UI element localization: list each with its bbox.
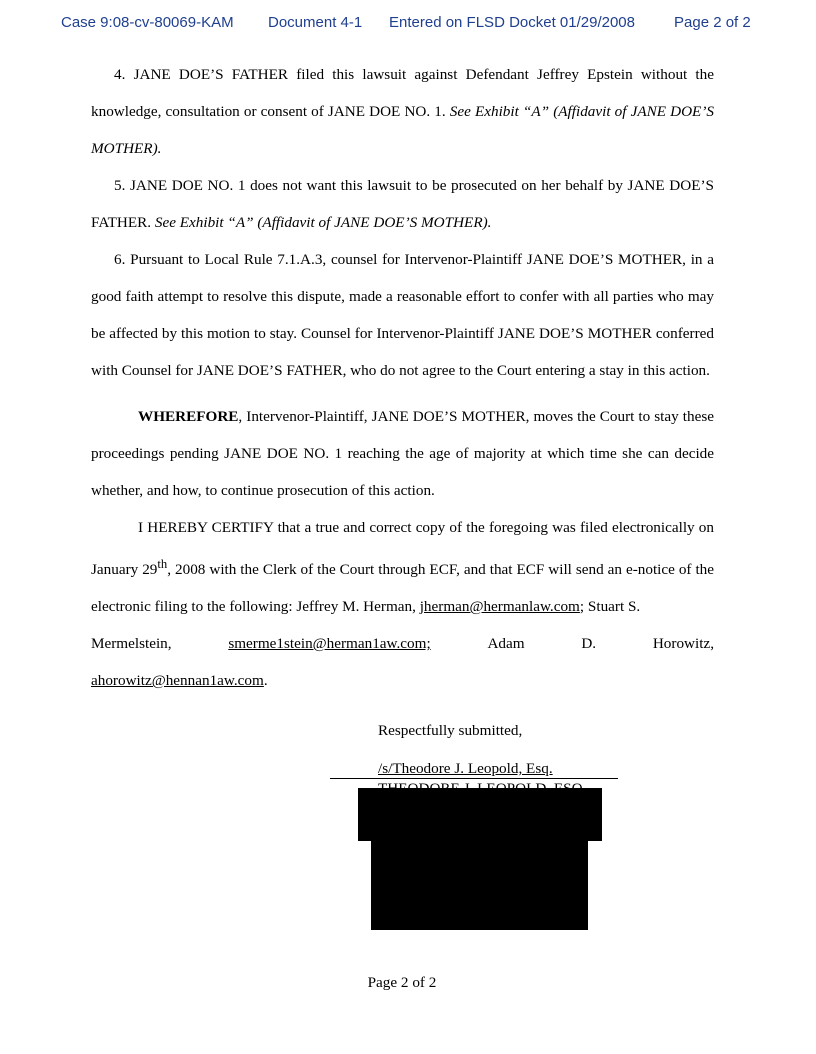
footer-page-number: Page 2 of 2: [367, 974, 437, 991]
header-page-number: Page 2 of 2: [674, 14, 751, 31]
signature-closing: Respectfully submitted,: [378, 722, 523, 739]
paragraph-5-exhibit-ref: See Exhibit “A” (Affidavit of JANE DOE’S MOTHER).: [154, 214, 492, 231]
document-number: Document 4-1: [268, 14, 363, 31]
paragraph-4-exhibit-ref: See Exhibit “A” (Affidavit of JANE DOE’S MOTHER).: [91, 103, 714, 157]
docket-entry-date: Entered on FLSD Docket 01/29/2008: [389, 14, 635, 31]
redaction-box: [371, 841, 588, 930]
signature-line: [330, 760, 618, 779]
certify-end: .: [263, 672, 268, 690]
service-list-line: [91, 625, 714, 662]
redaction-box: [358, 788, 602, 841]
certify-text-3: ; Stuart S.: [579, 598, 641, 616]
certify-date-suffix: th: [157, 557, 168, 571]
wherefore-label: WHEREFORE: [138, 408, 239, 425]
certificate-of-service: [91, 509, 714, 625]
case-number: Case 9:08-cv-80069-KAM: [61, 14, 234, 31]
paragraph-6: 6. Pursuant to Local Rule 7.1.A.3, counsel for Intervenor-Plaintiff JANE DOE’S MOTHER, in a good faith attempt to resolve this dispute, made a reasonable effort to confer with all parties who may be affected by this motion to stay. Counsel for Intervenor-Plaintiff JANE DOE’S MOTHER conferred with Counsel for JANE DOE’S FATHER, who do not agree to the Court entering a stay in this action.: [91, 251, 714, 379]
paragraph-5-text: 5. JANE DOE NO. 1 does not want this lawsuit to be prosecuted on her behalf by JANE DOE’S FATHER.: [91, 177, 714, 231]
paragraph-5: [91, 167, 714, 241]
electronic-signature: /s/Theodore J. Leopold, Esq.: [378, 760, 553, 777]
document-body: [91, 56, 714, 699]
horowitz-initial: D.: [581, 635, 597, 653]
page-footer: [0, 974, 816, 992]
paragraph-4: [91, 56, 714, 167]
mermelstein-name: Mermelstein,: [91, 635, 172, 653]
attorney-name: [378, 778, 586, 788]
certify-text-1: I HEREBY CERTIFY that a true and correct copy of the foregoing was filed electronically on January 29: [91, 519, 714, 579]
wherefore-text: , Intervenor-Plaintiff, JANE DOE’S MOTHER, moves the Court to stay these proceedings pending JANE DOE NO. 1 reaching the age of majority at which time she can decide whether, and how, to continue prosecution of this action.: [91, 408, 714, 499]
email-link-mermelstein[interactable]: smerme1stein@herman1aw.com;: [228, 635, 431, 653]
horowitz-last-name: Horowitz,: [652, 635, 714, 653]
horowitz-first-name: Adam: [487, 635, 525, 653]
certify-text-2: , 2008 with the Clerk of the Court through ECF, and that ECF will send an e-notice of the electronic filing to the following: Jeffrey M. Herman,: [91, 561, 715, 616]
wherefore-paragraph: [91, 398, 714, 509]
horowitz-email-line: [91, 662, 714, 699]
email-link-horowitz[interactable]: ahorowitz@hennan1aw.com: [91, 672, 264, 690]
paragraph-4-text: 4. JANE DOE’S FATHER filed this lawsuit against Defendant Jeffrey Epstein without the knowledge, consultation or consent of JANE DOE NO. 1.: [91, 66, 714, 120]
email-link-herman[interactable]: jherman@hermanlaw.com: [419, 598, 580, 616]
